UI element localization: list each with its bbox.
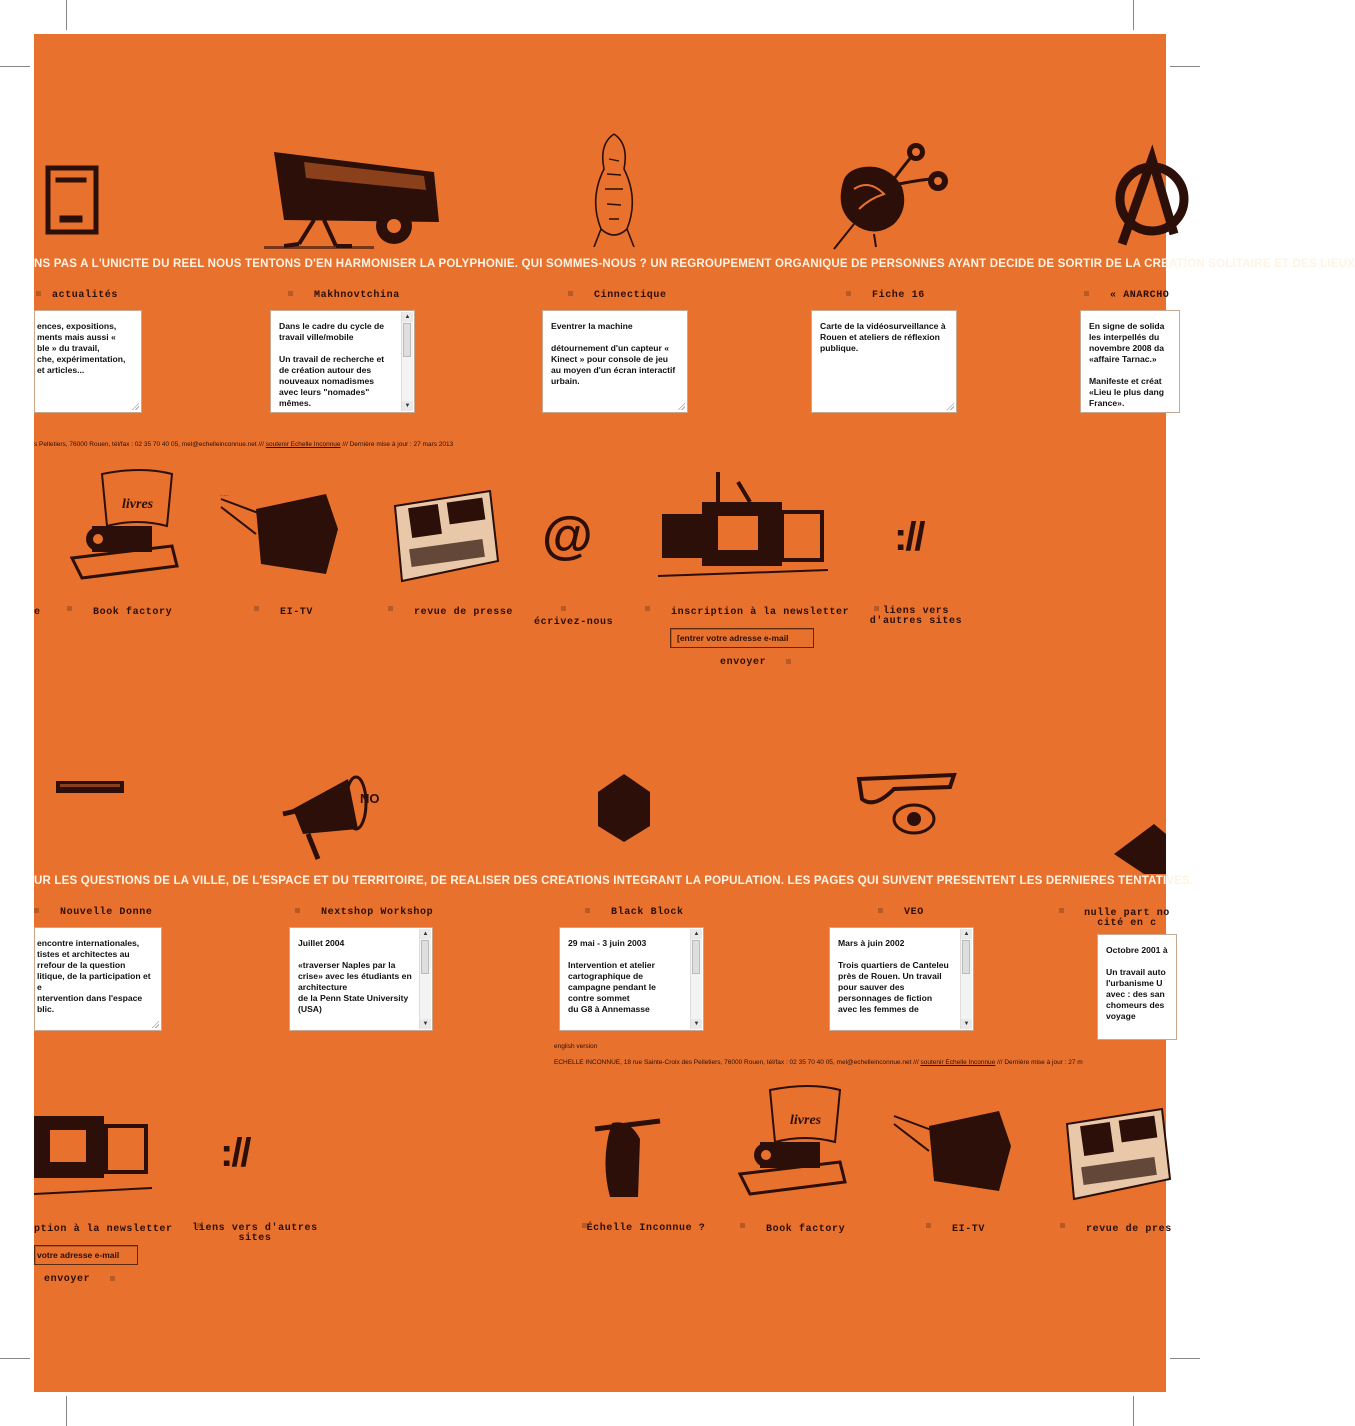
crop-mark — [0, 66, 30, 67]
bullet — [926, 1223, 931, 1228]
section-link-makhnovtchina[interactable]: Makhnovtchina — [314, 290, 400, 301]
section-link-cinnectique[interactable]: Cinnectique — [594, 290, 667, 301]
bullet — [1084, 291, 1089, 296]
book-printer-icon[interactable] — [730, 1082, 845, 1202]
tool-icon[interactable] — [1104, 794, 1166, 874]
section-description-nulle-part[interactable] — [1097, 934, 1177, 1040]
bullet — [786, 659, 791, 664]
newsletter-submit-button[interactable]: envoyer — [720, 657, 767, 668]
bullet — [1060, 1223, 1065, 1228]
nav-link-other-sites[interactable]: liens vers d'autres sites — [192, 1223, 318, 1244]
crop-mark — [1133, 0, 1134, 30]
crop-mark — [0, 1358, 30, 1359]
section-link-nextshop[interactable]: Nextshop Workshop — [321, 907, 434, 918]
bullet — [36, 291, 41, 296]
bullet — [388, 606, 393, 611]
bullet — [295, 908, 300, 913]
links-icon[interactable]: :// — [894, 515, 924, 559]
television-icon[interactable] — [889, 1106, 1019, 1201]
brain-eyes-icon[interactable] — [814, 139, 954, 249]
press-review-icon[interactable] — [390, 486, 500, 586]
section-description-fiche-16[interactable] — [811, 310, 957, 413]
scrollbar[interactable] — [960, 929, 972, 1029]
walking-bus-icon[interactable] — [244, 142, 444, 250]
megaphone-text: NO — [360, 791, 380, 806]
scroll-down-arrow-icon[interactable]: ▼ — [420, 1019, 431, 1029]
description-text: Carte de la vidéosurveillance à Rouen et ateliers de réflexion publique. — [820, 321, 946, 353]
nav-link-ecrivez-nous[interactable]: écrivez-nous — [534, 617, 614, 628]
scroll-up-arrow-icon[interactable]: ▲ — [691, 929, 702, 939]
notebook-icon[interactable] — [42, 164, 102, 236]
crop-mark — [66, 0, 67, 30]
scroll-up-arrow-icon[interactable]: ▲ — [420, 929, 431, 939]
scroll-down-arrow-icon[interactable]: ▼ — [961, 1019, 972, 1029]
section-description-veo[interactable] — [829, 927, 974, 1031]
section-description-makhnovtchina[interactable] — [270, 310, 415, 413]
bullet — [1059, 908, 1064, 913]
scroll-thumb[interactable] — [421, 940, 429, 974]
section-link-fiche-16[interactable]: Fiche 16 — [872, 290, 925, 301]
resize-grip[interactable] — [677, 402, 685, 410]
contact-footer — [34, 441, 453, 448]
crop-mark — [1170, 1358, 1200, 1359]
scroll-down-arrow-icon[interactable]: ▼ — [691, 1019, 702, 1029]
svg-text:·····: ····· — [220, 493, 229, 499]
section-description-anarcho[interactable] — [1080, 310, 1180, 413]
last-update: /// Dernière mise à jour : 27 mars 2013 — [342, 441, 454, 448]
manifesto-ticker-bottom: UR LES QUESTIONS DE LA VILLE, DE L'ESPACE ET DU TERRITOIRE, DE REALISER DES CREATIONS INTEGRANT LA POPULATION. LES PAGES QUI SUIVENT PRESENTENT LES DERNIERES TENTATIVES. — [34, 875, 1194, 887]
support-link[interactable]: soutenir Echelle Inconnue — [265, 441, 341, 448]
at-sign-icon[interactable]: @ — [542, 507, 593, 565]
hand-pen-icon[interactable] — [590, 1109, 670, 1199]
scrollbar[interactable] — [401, 312, 413, 411]
section-link-actualites[interactable]: actualités — [52, 290, 119, 301]
bullet — [67, 606, 72, 611]
bullet — [34, 908, 39, 913]
nav-link-book-factory[interactable]: Book factory — [93, 607, 173, 618]
section-link-nulle-part[interactable]: nulle part no cité en c — [1084, 908, 1170, 929]
section-description-black-block[interactable] — [559, 927, 704, 1031]
printer-banner-text: livres — [122, 497, 154, 512]
megaphone-icon[interactable] — [278, 769, 398, 864]
links-icon[interactable]: :// — [220, 1131, 250, 1175]
description-text: Dans le cadre du cycle de travail ville/mobile Un travail de recherche et de création autour des nouveaux nomadismes avec leurs "nomades" mêmes. — [279, 321, 385, 408]
bullet — [740, 1223, 745, 1228]
crop-mark — [66, 1396, 67, 1426]
bullet — [645, 606, 650, 611]
scrollbar[interactable] — [419, 929, 431, 1029]
bullet — [288, 291, 293, 296]
hexagon-block-icon[interactable] — [596, 772, 652, 844]
orange-page — [34, 34, 1355, 1392]
section-description-cinnectique[interactable] — [542, 310, 688, 413]
description-text: ences, expositions, ments mais aussi « ble » du travail, che, expérimentation, et articles... — [37, 321, 126, 375]
scroll-up-arrow-icon[interactable]: ▲ — [961, 929, 972, 939]
nav-link-other-sites[interactable]: liens vers d'autres sites — [869, 606, 963, 627]
scroll-thumb[interactable] — [692, 940, 700, 974]
scroll-up-arrow-icon[interactable]: ▲ — [402, 312, 413, 322]
bar-icon[interactable] — [54, 778, 126, 796]
nav-link-newsletter[interactable]: inscription à la newsletter — [671, 607, 850, 618]
nav-link-echelle-inconnue[interactable]: Échelle Inconnue ? — [586, 1223, 706, 1234]
description-text: Octobre 2001 à Un travail auto l'urbanisme U avec : des san chomeurs des voyage — [1106, 945, 1168, 1021]
bullet — [878, 908, 883, 913]
resize-grip[interactable] — [131, 402, 139, 410]
footer-address: s Pelletiers, 76000 Rouen, tél/fax : 02 35 70 40 05, mel@echelleinconnue.net /// — [34, 441, 264, 448]
animal-hide-icon[interactable] — [579, 129, 649, 254]
scroll-down-arrow-icon[interactable]: ▼ — [402, 401, 413, 411]
anarchy-symbol-icon[interactable] — [1112, 144, 1172, 254]
mechanical-device-icon[interactable] — [34, 1096, 154, 1201]
english-version-link[interactable]: english version — [554, 1043, 598, 1050]
section-link-black-block[interactable]: Black Block — [611, 907, 684, 918]
description-text: En signe de solida les interpellés du novembre 2008 da «affaire Tarnac.» Manifeste et créat «Lieu le plus dang France». — [1089, 321, 1165, 408]
nav-link-book-factory[interactable]: Book factory — [766, 1224, 846, 1235]
scroll-thumb[interactable] — [403, 323, 411, 357]
mechanical-device-icon[interactable] — [658, 472, 828, 587]
television-icon[interactable] — [216, 489, 346, 584]
nav-link-ei-tv[interactable]: EI-TV — [280, 607, 314, 618]
scrollbar[interactable] — [690, 929, 702, 1029]
press-review-icon[interactable] — [1062, 1104, 1166, 1204]
section-link-veo[interactable]: VEO — [904, 907, 924, 918]
crop-mark — [1133, 1396, 1134, 1426]
bullet — [585, 908, 590, 913]
newsletter-email-input[interactable]: votre adresse e-mail — [34, 1245, 138, 1265]
description-text: Mars à juin 2002 Trois quartiers de Canteleu près de Rouen. Un travail pour sauver des personnages de fiction avec les femmes de — [838, 938, 949, 1014]
bullet — [846, 291, 851, 296]
bullet — [254, 606, 259, 611]
printer-banner-text: livres — [790, 1113, 822, 1128]
section-link-nouvelle-donne[interactable]: Nouvelle Donne — [60, 907, 153, 918]
last-update: /// Dernière mise à jour : 27 m — [997, 1059, 1083, 1066]
resize-grip[interactable] — [946, 402, 954, 410]
crop-mark — [1170, 66, 1200, 67]
section-description-nextshop[interactable] — [289, 927, 433, 1031]
nav-link-newsletter[interactable]: ption à la newsletter — [34, 1224, 173, 1235]
nav-link-ei-tv[interactable]: EI-TV — [952, 1224, 986, 1235]
manifesto-ticker: NS PAS A L'UNICITE DU REEL NOUS TENTONS D'EN HARMONISER LA POLYPHONIE. QUI SOMMES-NOUS ? UN REGROUPEMENT ORGANIQUE DE PERSONNES AYANT DECIDE DE SORTIR DE LA CREATION SOLITAIRE ET DES LIEUX — [34, 258, 1355, 270]
contact-footer-bottom — [554, 1059, 1083, 1066]
nav-link-revue-de-presse[interactable]: revue de pres — [1086, 1224, 1172, 1235]
bullet — [110, 1276, 115, 1281]
resize-grip[interactable] — [151, 1020, 159, 1028]
description-text: Juillet 2004 «traverser Naples par la crise» avec les étudiants en architecture de la Penn State University (USA) — [298, 938, 412, 1014]
newsletter-submit-button[interactable]: envoyer — [44, 1274, 91, 1285]
section-link-anarcho[interactable]: « ANARCHO — [1110, 290, 1170, 301]
section-description-nouvelle-donne[interactable] — [34, 927, 162, 1031]
bullet — [568, 291, 573, 296]
footer-address: ECHELLE INCONNUE, 18 rue Sainte-Croix des Pelletiers, 76000 Rouen, tél/fax : 02 35 70 40 05, mel@echelleinconnue.net /// — [554, 1059, 919, 1066]
nav-link-revue-de-presse[interactable]: revue de presse — [414, 607, 514, 618]
book-printer-icon[interactable] — [62, 466, 177, 586]
nav-link-truncated[interactable]: e — [34, 607, 41, 618]
description-text: 29 mai - 3 juin 2003 Intervention et atelier cartographique de campagne pendant le contre sommet du G8 à Annemasse — [568, 938, 656, 1014]
description-text: Eventrer la machine détournement d'un capteur « Kinect » pour console de jeu au moyen d'un écran interactif urbain. — [551, 321, 676, 386]
scroll-thumb[interactable] — [962, 940, 970, 974]
section-description-actualites[interactable] — [34, 310, 142, 413]
bullet — [561, 606, 566, 611]
support-link[interactable]: soutenir Echelle Inconnue — [920, 1059, 996, 1066]
pointing-hand-eye-icon[interactable] — [854, 769, 964, 839]
newsletter-email-input[interactable]: [entrer votre adresse e-mail — [670, 628, 814, 648]
description-text: encontre internationales, tistes et architectes au rrefour de la question litique, de la participation et e ntervention dans l'espace blic. — [37, 938, 151, 1014]
